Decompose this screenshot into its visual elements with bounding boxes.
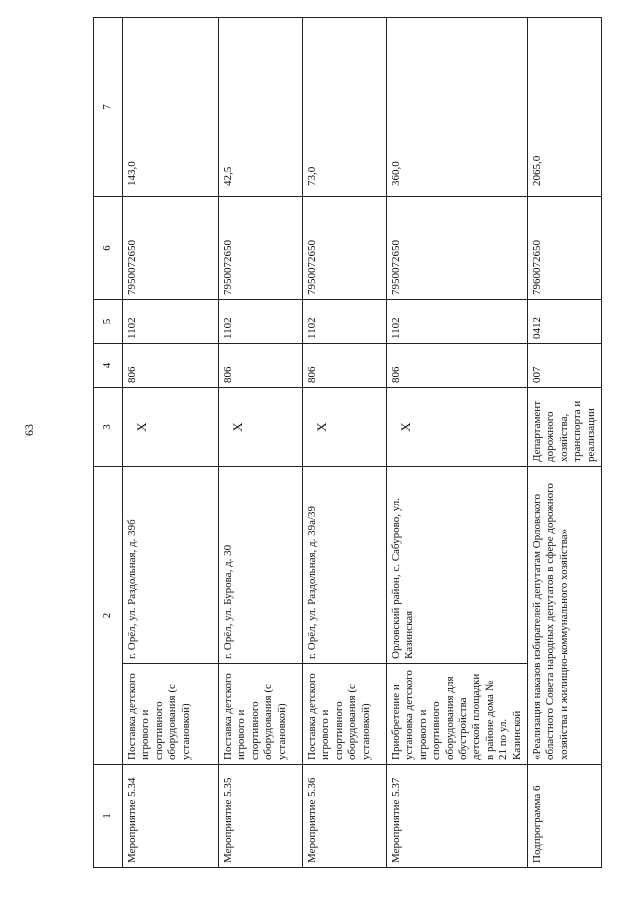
row-col3: Х [123,388,219,467]
row-col4: 806 [219,344,303,388]
table-row [387,18,528,868]
subprogram-description: «Реализация наказов избирателей депутатам Орловского областного Совета народных депутатов в сфере дорожного хозяйства и жилищно-коммунального хозяйства» [528,467,602,765]
row-col5: 1102 [219,300,303,344]
row-col3: Х [387,388,528,467]
subprogram-id: Подпрограмма 6 [528,765,602,868]
row-address: г. Орёл, ул. Раздольная, д. 39а/39 [303,467,387,664]
header-col-6: 6 [94,197,123,300]
subprogram-col3: Департамент дорожного хозяйства, транспорта и реализации [528,388,602,467]
row-col6: 7950072650 [123,197,219,300]
header-col-4: 4 [94,344,123,388]
table-row [219,18,303,868]
row-col7: 73,0 [303,18,387,197]
header-col-7: 7 [94,18,123,197]
header-col-2: 2 [94,467,123,765]
row-col6: 7950072650 [387,197,528,300]
subprogram-row [528,18,602,868]
row-address: г. Орёл, ул. Бурова, д. 30 [219,467,303,664]
row-address: г. Орёл, ул. Раздольная, д. 39б [123,467,219,664]
row-col7: 143,0 [123,18,219,197]
row-col5: 1102 [123,300,219,344]
row-id: Мероприятие 5.34 [123,765,219,868]
subprogram-col5: 0412 [528,300,602,344]
row-col3: Х [219,388,303,467]
row-address: Орловский район, с. Сабурово, ул. Казинская [387,467,528,664]
subprogram-col7: 2065,0 [528,18,602,197]
budget-table [93,17,602,868]
header-row [94,18,123,868]
row-description: Поставка детского игрового и спортивного оборудования (с установкой) [219,664,303,765]
row-col6: 7950072650 [303,197,387,300]
row-description: Поставка детского игрового и спортивного оборудования (с установкой) [123,664,219,765]
row-col7: 360,0 [387,18,528,197]
row-col3: Х [303,388,387,467]
row-col7: 42,5 [219,18,303,197]
table-row [123,18,219,868]
row-col4: 806 [123,344,219,388]
row-col6: 7950072650 [219,197,303,300]
row-id: Мероприятие 5.37 [387,765,528,868]
row-col5: 1102 [303,300,387,344]
page-number: 63 [22,424,36,436]
subprogram-col6: 7960072650 [528,197,602,300]
header-col-1: 1 [94,765,123,868]
rotated-page [93,18,597,868]
row-col5: 1102 [387,300,528,344]
row-col4: 806 [303,344,387,388]
row-id: Мероприятие 5.36 [303,765,387,868]
subprogram-col4: 007 [528,344,602,388]
row-col4: 806 [387,344,528,388]
table-row [303,18,387,868]
header-col-3: 3 [94,388,123,467]
row-id: Мероприятие 5.35 [219,765,303,868]
row-description: Поставка детского игрового и спортивного оборудования (с установкой) [303,664,387,765]
header-col-5: 5 [94,300,123,344]
row-description: Приобретение и установка детского игрового и спортивного оборудования для обустройства детской площадки в районе дома № 21 по ул. Казинской [387,664,528,765]
